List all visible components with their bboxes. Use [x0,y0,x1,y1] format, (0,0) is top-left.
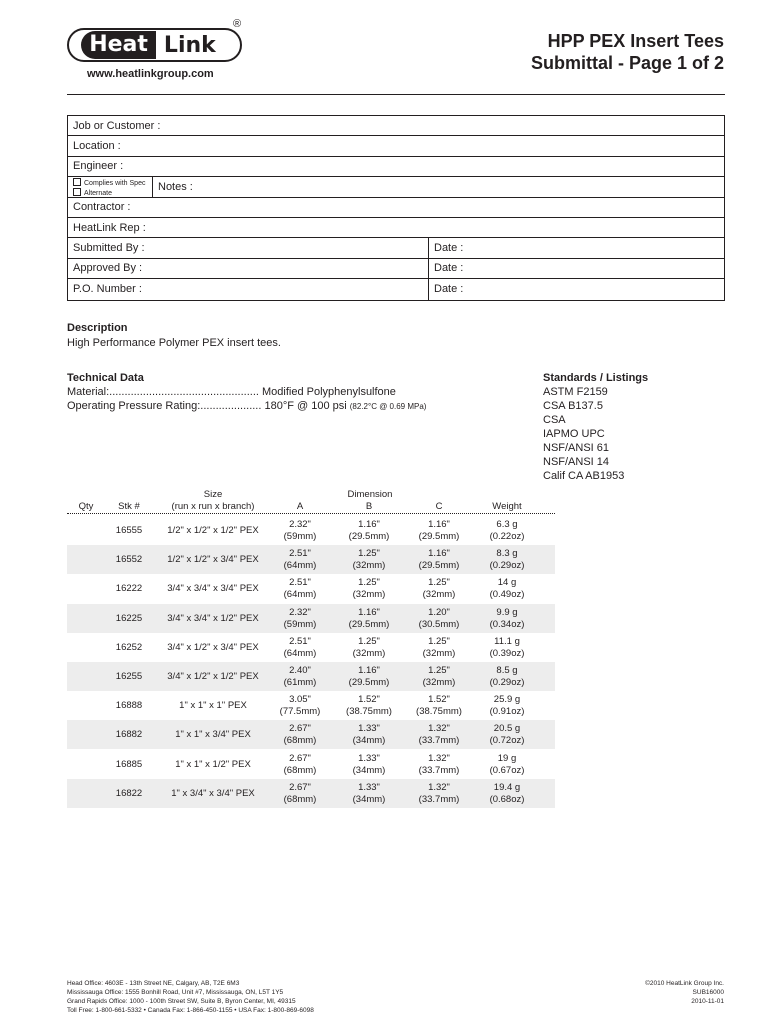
b-value-alt: (32mm) [352,560,386,572]
b-value: 1.25" [358,577,380,589]
footer-offices [67,979,314,1015]
a-value-alt: (59mm) [283,618,317,630]
standard-item: Calif CA AB1953 [543,470,625,482]
submittal-form [67,115,725,301]
c-cell [406,665,472,689]
po-field[interactable] [68,279,429,299]
stk-cell: 16225 [115,612,143,624]
b-cell [338,753,400,777]
size-cell: 1" x 1" x 1/2" PEX [175,758,251,770]
material-line [67,385,426,399]
w-cell [478,519,536,543]
stk-cell: 16222 [115,583,143,595]
b-value-alt: (32mm) [352,589,386,601]
b-cell [338,636,400,660]
w-cell [478,607,536,631]
c-cell [406,577,472,601]
w-value: 20.5 g [493,723,521,735]
size-cell: 3/4" x 1/2" x 1/2" PEX [167,671,259,682]
header-b: B [365,501,373,512]
table-row [67,604,555,633]
logo-link-text: Link [163,32,216,58]
w-value-alt: (0.29oz) [489,560,525,572]
header-c: C [435,501,443,512]
c-value: 1.25" [428,635,450,647]
c-cell [406,548,472,572]
size-cell: 1" x 1" x 3/4" PEX [175,729,251,741]
w-cell [478,577,536,601]
standard-item: NSF/ANSI 14 [543,456,610,468]
standard-item: CSA B137.5 [543,400,603,412]
a-value: 2.51" [289,548,311,560]
date-label: Date : [434,242,464,255]
engineer-label: Engineer : [73,160,124,173]
description-heading: Description [67,322,128,334]
title-line-1: HPP PEX Insert Tees [547,31,724,51]
w-value-alt: (0.29oz) [489,677,525,688]
a-value-alt: (77.5mm) [279,706,321,718]
footer-line: Toll Free: 1-800-661-5332 • Canada Fax: 1-866-450-1155 • USA Fax: 1-800-869-6098 [67,1007,314,1014]
document-date: 2010-11-01 [691,998,724,1005]
c-value: 1.32" [428,752,450,764]
table-row [67,662,555,691]
header-divider [67,94,725,95]
a-cell [270,665,330,689]
a-cell [270,607,330,631]
document-title [531,30,724,74]
c-value: 1.32" [428,781,450,793]
a-cell [270,577,330,601]
c-value-alt: (38.75mm) [416,706,462,718]
standard-item: CSA [543,414,566,426]
standards-section [543,371,648,483]
w-value: 8.3 g [496,548,518,560]
b-value-alt: (38.75mm) [346,706,392,718]
table-row [67,779,555,808]
a-value: 2.51" [289,577,311,589]
w-value: 6.3 g [496,519,518,530]
logo-heat-text: Heat [81,31,156,59]
notes-field[interactable] [153,177,193,196]
a-cell [270,782,330,806]
copyright: ©2010 HeatLink Group Inc. [645,980,724,987]
complies-option[interactable] [73,178,152,188]
standard-item: IAPMO UPC [543,428,605,440]
a-value-alt: (68mm) [283,735,317,747]
c-value-alt: (32mm) [422,677,456,688]
size-cell: 1/2" x 1/2" x 3/4" PEX [167,554,259,566]
approved-label: Approved By : [73,262,143,275]
b-value-alt: (34mm) [352,735,386,747]
rep-label: HeatLink Rep : [73,221,146,234]
stk-cell: 16255 [115,671,143,682]
w-value-alt: (0.39oz) [489,647,525,659]
a-value-alt: (68mm) [283,793,317,805]
b-cell [338,519,400,543]
c-value-alt: (33.7mm) [418,793,460,805]
header-stk: Stk # [118,501,140,512]
b-value: 1.25" [358,635,380,647]
form-row-location[interactable] [68,136,724,156]
c-value: 1.25" [428,577,450,589]
approved-field[interactable] [68,259,429,278]
c-value-alt: (32mm) [422,647,456,659]
standards-heading: Standards / Listings [543,372,649,384]
table-row [67,633,555,662]
w-value-alt: (0.49oz) [489,589,525,601]
table-row [67,574,555,603]
form-row-po [68,279,724,299]
w-value: 8.5 g [496,665,518,676]
b-cell [338,723,400,747]
po-label: P.O. Number : [73,283,142,296]
complies-label: Complies with Spec [84,180,146,188]
b-value: 1.33" [358,781,380,793]
form-row-approved [68,259,724,279]
table-row [67,750,555,779]
w-cell [478,782,536,806]
header-a: A [296,501,304,512]
size-cell: 3/4" x 3/4" x 3/4" PEX [167,583,259,595]
c-value-alt: (29.5mm) [418,560,460,572]
b-cell [338,548,400,572]
po-date-field[interactable] [429,279,463,299]
a-value-alt: (64mm) [283,647,317,659]
b-cell [338,782,400,806]
form-row-submitted [68,238,724,258]
a-cell [270,753,330,777]
a-cell [270,548,330,572]
size-cell: 1" x 3/4" x 3/4" PEX [171,787,255,799]
standard-item: ASTM F2159 [543,386,608,398]
a-value: 3.05" [289,694,311,706]
stk-cell: 16555 [115,525,143,536]
w-value-alt: (0.34oz) [489,618,525,630]
description-section [67,321,281,351]
alternate-label: Alternate [84,190,113,198]
spec-checkboxes [68,177,153,196]
a-value: 2.40" [289,665,311,676]
footer-line: Mississauga Office: 1555 Bonhill Road, Unit #7, Mississauga, ON, L5T 1Y5 [67,989,284,996]
size-cell: 3/4" x 3/4" x 1/2" PEX [167,612,259,624]
c-cell [406,636,472,660]
submitted-label: Submitted By : [73,242,145,255]
submitted-date-field[interactable] [429,238,463,257]
a-value: 2.67" [289,781,311,793]
a-value-alt: (59mm) [283,531,317,542]
alternate-checkbox[interactable] [73,188,81,196]
size-cell: 3/4" x 1/2" x 3/4" PEX [167,641,259,653]
date-label: Date : [434,283,464,296]
a-cell [270,723,330,747]
a-value-alt: (61mm) [283,677,317,688]
c-value-alt: (33.7mm) [418,764,460,776]
form-row-rep[interactable] [68,218,724,238]
c-cell [406,782,472,806]
pressure-line [67,399,426,414]
w-value-alt: (0.68oz) [489,793,525,805]
header-size-line2: (run x run x branch) [171,501,255,512]
b-value: 1.16" [358,519,380,530]
pressure-metric: (82.2°C @ 0.69 MPa) [349,402,427,411]
footer-meta [645,979,724,1006]
c-cell [406,723,472,747]
footer-line: Grand Rapids Office: 1000 - 100th Street SW, Suite B, Byron Center, MI, 49315 [67,998,296,1005]
w-value-alt: (0.72oz) [489,735,525,747]
c-cell [406,519,472,543]
w-cell [478,723,536,747]
c-value-alt: (29.5mm) [418,531,460,542]
a-value-alt: (64mm) [283,589,317,601]
c-value: 1.52" [428,694,450,706]
w-value: 11.1 g [494,635,520,647]
w-cell [478,548,536,572]
a-cell [270,636,330,660]
b-value-alt: (32mm) [352,647,386,659]
c-value: 1.32" [428,723,450,735]
c-value-alt: (30.5mm) [418,618,460,630]
complies-checkbox[interactable] [73,178,81,186]
b-value: 1.33" [358,752,380,764]
date-label: Date : [434,262,464,275]
w-value-alt: (0.22oz) [489,531,525,542]
stk-cell: 16552 [115,554,143,566]
b-value-alt: (29.5mm) [348,531,390,542]
a-value: 2.67" [289,723,311,735]
a-value: 2.32" [289,519,311,530]
w-value: 9.9 g [496,606,518,618]
c-cell [406,753,472,777]
submitted-field[interactable] [68,238,429,257]
form-row-contractor[interactable] [68,198,724,218]
size-cell: 1/2" x 1/2" x 1/2" PEX [167,525,259,536]
b-cell [338,607,400,631]
w-value: 19.4 g [493,781,521,793]
w-value-alt: (0.91oz) [489,706,525,718]
document-code: SUB16000 [692,989,724,996]
footer-line: Head Office: 4603E - 13th Street NE, Calgary, AB, T2E 6M3 [67,980,240,987]
c-value: 1.20" [428,606,450,618]
a-value: 2.67" [289,752,311,764]
pressure-label: Operating Pressure Rating:.................... [67,400,262,412]
header-qty: Qty [78,501,94,512]
form-row-job[interactable] [68,116,724,136]
a-value-alt: (64mm) [283,560,317,572]
b-cell [338,577,400,601]
header-dimension: Dimension [347,489,393,500]
location-label: Location : [73,140,121,153]
a-value: 2.51" [289,635,311,647]
b-cell [338,665,400,689]
technical-heading: Technical Data [67,372,144,384]
standard-item: NSF/ANSI 61 [543,442,610,454]
b-cell [338,694,400,718]
b-value-alt: (34mm) [352,793,386,805]
b-value: 1.25" [358,548,380,560]
a-value: 2.32" [289,606,311,618]
description-text: High Performance Polymer PEX insert tees. [67,337,281,349]
material-label: Material:................................................. [67,386,259,398]
c-value-alt: (33.7mm) [418,735,460,747]
header-weight: Weight [492,501,522,512]
c-value: 1.16" [428,548,450,560]
w-value: 14 g [497,577,517,589]
form-row-notes [68,177,724,197]
stk-cell: 16252 [115,641,143,653]
header-size [153,489,273,513]
table-header-rule [67,513,555,514]
website-url[interactable]: www.heatlinkgroup.com [87,68,214,80]
stk-cell: 16888 [115,700,143,712]
header-size-line1: Size [203,489,223,500]
technical-data-section [67,371,426,414]
stk-cell: 16885 [115,758,143,770]
stk-cell: 16882 [115,729,143,741]
b-value: 1.16" [358,606,380,618]
table-row [67,516,555,545]
w-value-alt: (0.67oz) [489,764,525,776]
title-line-2: Submittal - Page 1 of 2 [530,53,724,73]
c-cell [406,607,472,631]
a-cell [270,694,330,718]
w-cell [478,753,536,777]
b-value: 1.16" [358,665,380,676]
size-cell: 1" x 1" x 1" PEX [179,700,247,712]
table-row [67,691,555,720]
b-value-alt: (29.5mm) [348,677,390,688]
material-value: Modified Polyphenylsulfone [258,386,396,398]
c-value: 1.16" [428,519,450,530]
registered-mark: ® [233,18,242,30]
pressure-value: 180°F @ 100 psi [261,400,350,412]
c-cell [406,694,472,718]
approved-date-field[interactable] [429,259,463,278]
b-value-alt: (34mm) [352,764,386,776]
a-cell [270,519,330,543]
form-row-engineer[interactable] [68,157,724,177]
w-cell [478,665,536,689]
heatlink-logo [67,18,247,84]
job-label: Job or Customer : [73,119,161,132]
w-cell [478,694,536,718]
c-value: 1.25" [428,665,450,676]
logo-badge [67,28,242,62]
w-value: 25.9 g [493,694,521,706]
w-cell [478,636,536,660]
w-value: 19 g [497,752,517,764]
b-value: 1.33" [358,723,380,735]
c-value-alt: (32mm) [422,589,456,601]
stk-cell: 16822 [115,787,143,799]
a-value-alt: (68mm) [283,764,317,776]
b-value: 1.52" [358,694,380,706]
contractor-label: Contractor : [73,201,131,214]
table-row [67,720,555,749]
notes-label: Notes : [158,180,193,193]
b-value-alt: (29.5mm) [348,618,390,630]
table-row [67,545,555,574]
